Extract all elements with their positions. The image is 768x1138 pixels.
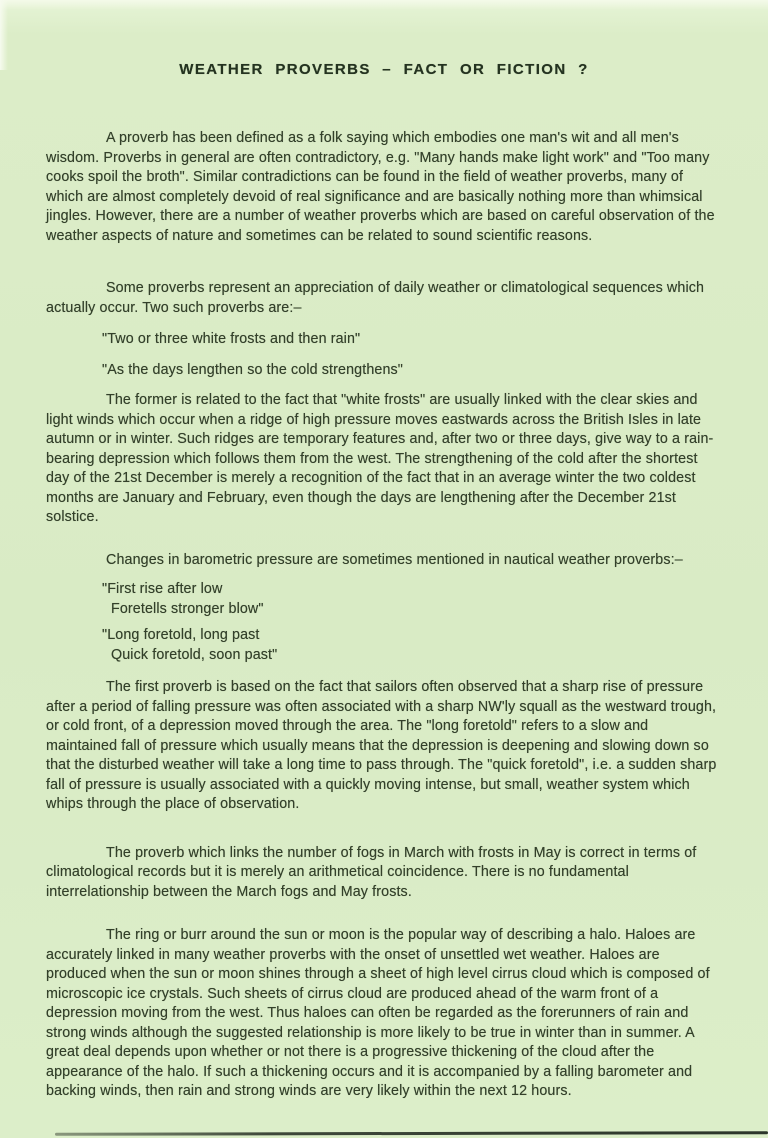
proverb-quote-long-foretold: [102, 626, 722, 665]
proverb-quote-first-rise: [102, 580, 722, 619]
quote-line-2: Foretells stronger blow": [111, 600, 264, 617]
quote-line-1: "First rise after low: [102, 581, 223, 597]
paragraph-march-fogs-may-frosts: The proverb which links the number of fogs in March with frosts in May is correct in terms of climatological records but it is merely an arithmetical coincidence. There is no fundamental interrelationship between the March fogs and May frosts.: [46, 844, 697, 900]
paragraph-daily-sequences-intro: Some proverbs represent an appreciation of daily weather or climatological sequences which actually occur. Two such proverbs are:–: [46, 280, 705, 316]
paragraph-white-frosts-explanation: The former is related to the fact that "white frosts" are usually linked with the clear skies and light winds which occur when a ridge of high pressure moves eastwards across the British Isles in late autumn or in winter. Such ridges are temporary features and, after two or three days, give way to a rain-bearing depression which follows them from the west. The strengthening of the cold after the shortest day of the 21st December is merely a recognition of the fact that in an average winter the two coldest months are January and February, even though the days are lengthening after the December 21st solstice.: [46, 392, 714, 525]
paragraph-proverb-definition: A proverb has been defined as a folk saying which embodies one man's wit and all men's wisdom. Proverbs in general are often contradictory, e.g. "Many hands make light work" and "Too many cooks spoil the broth". Similar contradictions can be found in the field of weather proverbs, many of which are almost completely devoid of real significance and are basically nothing more than whimsical jingles. However, there are a number of weather proverbs which are based on careful observation of the weather aspects of nature and sometimes can be related to sound scientific reasons.: [46, 130, 715, 244]
quote-line-2: Quick foretold, soon past": [111, 646, 278, 663]
paragraph-first-proverb-explanation: The first proverb is based on the fact that sailors often observed that a sharp rise of pressure after a period of falling pressure was often associated with a sharp NW'ly squall as the westward trough, or cold front, of a depression moved through the area. The "long foretold" refers to a slow and maintained fall of pressure which usually means that the depression is deepening and slowing down so that the disturbed weather will take a long time to pass through. The "quick foretold", i.e. a sudden sharp fall of pressure is usually associated with a quickly moving intense, but small, weather system which whips through the place of observation.: [46, 679, 717, 812]
paragraph-halo-explanation: The ring or burr around the sun or moon is the popular way of describing a halo. Haloes are accurately linked in many weather proverbs with the onset of unsettled wet weather. Haloes are produced when the sun or moon shines through a sheet of high level cirrus cloud which is composed of microscopic ice crystals. Such sheets of cirrus cloud are produced ahead of the warm front of a depression moving from the west. Thus haloes can often be regarded as the forerunners of rain and strong winds although the suggested relationship is more likely to be true in winter than in summer. A great deal depends upon whether or not there is a progressive thickening of the cloud after the appearance of the halo. If such a thickening occurs and it is accompanied by a falling barometer and backing winds, then rain and strong winds are very likely within the next 12 hours.: [46, 927, 710, 1099]
scan-edge-left: [0, 0, 8, 70]
scan-edge-bottom: [55, 1131, 768, 1135]
page-title: WEATHER PROVERBS – FACT OR FICTION ?: [179, 61, 589, 78]
quote-line-1: "Long foretold, long past: [102, 627, 260, 643]
proverb-quote-white-frosts: "Two or three white frosts and then rain": [102, 331, 361, 347]
paragraph-barometric-intro: Changes in barometric pressure are sometimes mentioned in nautical weather proverbs:–: [106, 551, 683, 568]
proverb-quote-days-lengthen: "As the days lengthen so the cold strengthens": [102, 361, 404, 378]
scan-edge-top: [0, 0, 768, 10]
